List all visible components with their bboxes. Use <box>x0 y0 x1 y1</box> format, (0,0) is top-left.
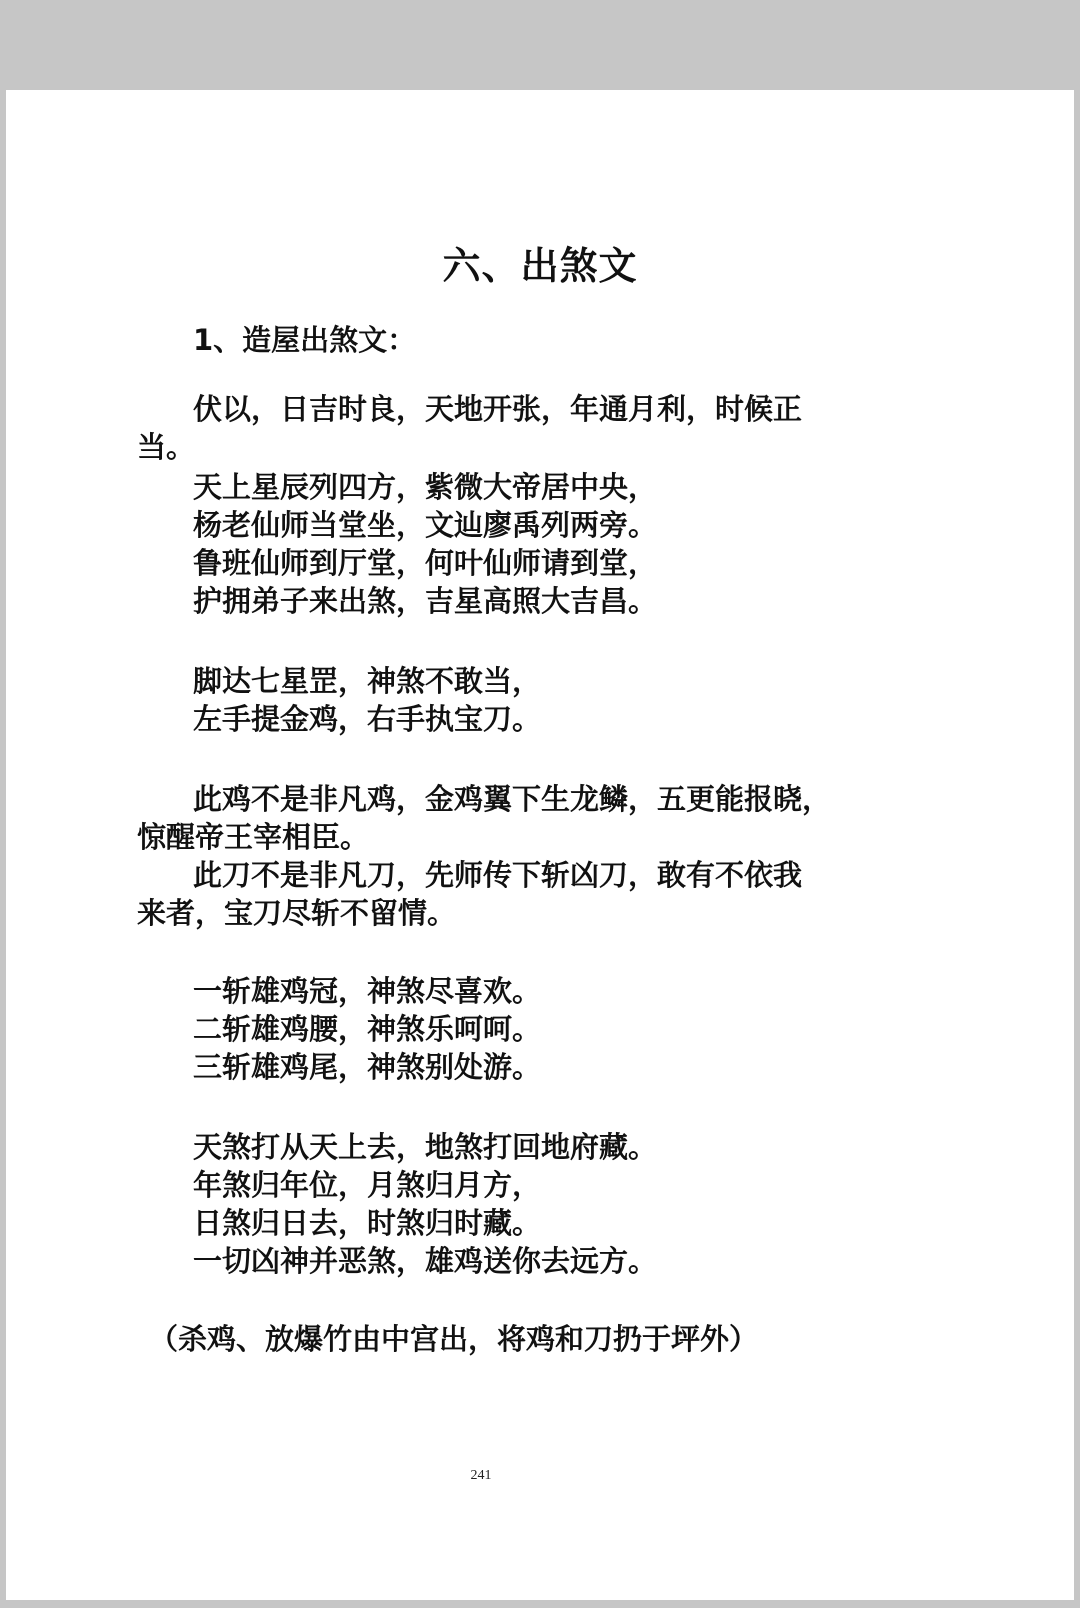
page-number: 241 <box>470 1468 492 1483</box>
text-line: 护拥弟子来出煞，吉星高照大吉昌。 <box>193 584 658 618</box>
text-line: 一切凶神并恶煞，雄鸡送你去远方。 <box>193 1244 658 1278</box>
text-line: 此刀不是非凡刀，先师传下斩凶刀，敢有不依我 <box>193 858 803 892</box>
text-line: 此鸡不是非凡鸡，金鸡翼下生龙鳞，五更能报晓， <box>193 782 832 816</box>
text-line: 二斩雄鸡腰，神煞乐呵呵。 <box>193 1012 542 1046</box>
text-line: 惊醒帝王宰相臣。 <box>137 820 370 854</box>
page-title: 六、出煞文 <box>442 244 638 288</box>
text-line: 三斩雄鸡尾，神煞别处游。 <box>193 1050 542 1084</box>
text-line: 杨老仙师当堂坐，文辿廖禹列两旁。 <box>193 508 658 542</box>
text-line: 年煞归年位，月煞归月方， <box>193 1168 542 1202</box>
document-page <box>6 90 1074 1600</box>
text-line: 天上星辰列四方，紫微大帝居中央， <box>193 470 658 504</box>
text-line: 一斩雄鸡冠，神煞尽喜欢。 <box>193 974 542 1008</box>
text-line: 日煞归日去，时煞归时藏。 <box>193 1206 542 1240</box>
text-line: 鲁班仙师到厅堂，何叶仙师请到堂， <box>193 546 658 580</box>
text-line: 来者，宝刀尽斩不留情。 <box>137 896 457 930</box>
text-line: 天煞打从天上去，地煞打回地府藏。 <box>193 1130 658 1164</box>
section-heading: 1、造屋出煞文： <box>193 323 417 357</box>
text-line: （杀鸡、放爆竹由中宫出，将鸡和刀扔于坪外） <box>149 1322 759 1356</box>
text-line: 左手提金鸡，右手执宝刀。 <box>193 702 542 736</box>
text-line: 脚达七星罡，神煞不敢当， <box>193 664 542 698</box>
text-line: 当。 <box>137 430 196 464</box>
text-line: 伏以，日吉时良，天地开张，年通月利，时候正 <box>193 392 803 426</box>
